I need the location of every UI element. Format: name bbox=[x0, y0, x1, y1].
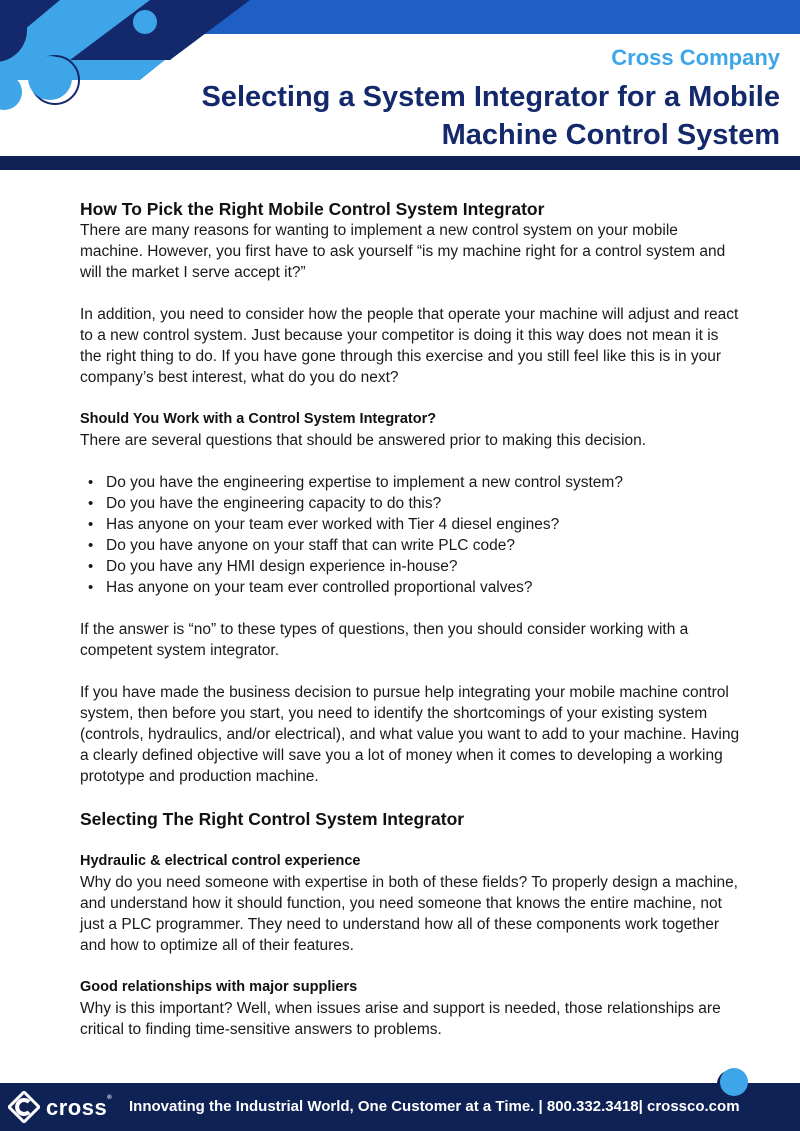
paragraph-expertise: Why do you need someone with expertise in both of these fields? To properly design a machine, and understand how it should function, you need someone that knows the entire machine, not just a PLC programmer. They need to understand how all of these components work together and how to optimize all of their features. bbox=[80, 874, 738, 954]
list-item: • Do you have the engineering expertise to implement a new control system? bbox=[80, 472, 740, 493]
paragraph-answer-no: If the answer is “no” to these types of questions, then you should consider working with a competent system integrator. bbox=[80, 621, 689, 659]
list-item: • Has anyone on your team ever worked with Tier 4 diesel engines? bbox=[80, 514, 740, 535]
footer-dot bbox=[720, 1068, 748, 1096]
footer-brand-name: cross bbox=[46, 1095, 108, 1120]
header-rule bbox=[0, 156, 800, 170]
paragraph-questions: There are several questions that should be answered prior to making this decision. bbox=[80, 432, 647, 449]
list-item: • Do you have any HMI design experience in-house? bbox=[80, 556, 740, 577]
document-body bbox=[80, 198, 740, 1040]
question-list bbox=[80, 472, 740, 598]
header-dot-small bbox=[133, 10, 157, 34]
list-item: • Has anyone on your team ever controlled proportional valves? bbox=[80, 577, 740, 598]
paragraph-business-decision: If you have made the business decision to pursue help integrating your mobile machine control system, then before you start, you need to identify the shortcomings of your existing system (controls, hydraulics, and/or electrical), and what value you want to add to your machine. Having a clearly defined objective will save you a lot of money when it comes to developing a working prototype and production machine. bbox=[80, 684, 740, 785]
cross-logo-icon bbox=[8, 1091, 40, 1123]
section-heading-selecting-integrator: Selecting The Right Control System Integrator bbox=[80, 809, 465, 829]
footer-brand-mark: ® bbox=[107, 1095, 113, 1101]
footer-brand bbox=[46, 1095, 112, 1121]
list-item: • Do you have anyone on your staff that can write PLC code? bbox=[80, 535, 740, 556]
header-dot-main bbox=[28, 56, 72, 100]
list-item: • Do you have the engineering capacity to do this? bbox=[80, 493, 740, 514]
paragraph-relationships: Why is this important? Well, when issues arise and support is needed, those relationships are critical to finding time-sensitive answers to problems. bbox=[80, 1000, 721, 1038]
document-title: Selecting a System Integrator for a Mobile Machine Control System bbox=[201, 81, 780, 151]
subheading-hydraulic-electrical: Hydraulic & electrical control experience bbox=[80, 853, 361, 869]
company-name: Cross Company bbox=[611, 45, 780, 70]
section-heading-pick-integrator: How To Pick the Right Mobile Control System Integrator bbox=[80, 199, 545, 219]
page-header bbox=[0, 0, 800, 170]
subheading-supplier-relationships: Good relationships with major suppliers bbox=[80, 979, 358, 995]
paragraph-intro: There are many reasons for wanting to implement a new control system on your mobile machine. However, you first have to ask yourself “is my machine right for a control system and will the market I serve accept it?” bbox=[80, 222, 726, 281]
paragraph-consider: In addition, you need to consider how the people that operate your machine will adjust and react to a new control system. Just because your competitor is doing it this way does not mean it is the right thing to do. If you have gone through this exercise and you still feel like this is in your company’s best interest, what do you do next? bbox=[80, 306, 739, 386]
footer-tagline: Innovating the Industrial World, One Customer at a Time. | 800.332.3418| crossco.com bbox=[129, 1098, 740, 1115]
subheading-work-with-integrator: Should You Work with a Control System Integrator? bbox=[80, 411, 437, 427]
